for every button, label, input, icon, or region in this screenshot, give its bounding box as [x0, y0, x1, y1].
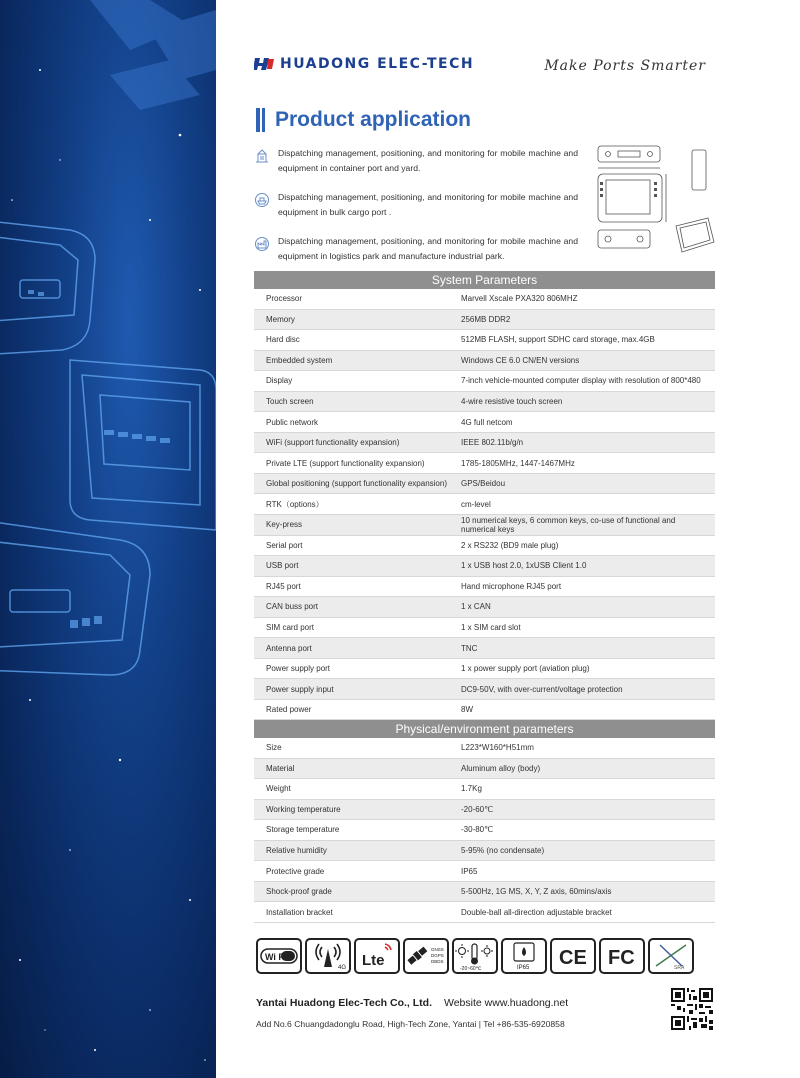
table-row: [254, 556, 715, 577]
temperature-badge: [452, 938, 498, 974]
svg-text:DBDS: DBDS: [431, 959, 444, 964]
parameter-value: 256MB DDR2: [461, 314, 511, 324]
cargo-ship-icon: [254, 192, 270, 208]
port-crane-icon: [254, 148, 270, 164]
table-row: [254, 494, 715, 515]
certification-badges: [256, 938, 697, 974]
website-link[interactable]: Website www.huadong.net: [444, 997, 569, 1009]
table-title: System Parameters: [254, 271, 715, 289]
parameter-value: Double-ball all-direction adjustable bracket: [461, 907, 612, 917]
parameter-name: Protective grade: [266, 866, 325, 876]
ce-mark-icon: [553, 941, 593, 971]
svg-text:4G: 4G: [338, 965, 347, 971]
application-list: [254, 146, 578, 278]
parameter-value: cm-level: [461, 499, 491, 509]
parameter-name: Hard disc: [266, 335, 300, 345]
list-item: [254, 190, 578, 220]
fcc-badge: [599, 938, 645, 974]
svg-text:IP65: IP65: [517, 965, 530, 971]
table-body: [254, 289, 715, 720]
table-row: [254, 700, 715, 721]
antenna-icon: [308, 941, 348, 971]
svg-text:Wi Fi: Wi Fi: [265, 952, 287, 962]
list-item: [254, 234, 578, 264]
parameter-name: Rated power: [266, 705, 312, 715]
parameter-value: TNC: [461, 643, 478, 653]
parameter-value: 1 x USB host 2.0, 1xUSB Client 1.0: [461, 561, 587, 571]
ip65-badge: [501, 938, 547, 974]
table-row: [254, 679, 715, 700]
parameter-name: Global positioning (support functionality expansion): [266, 479, 447, 489]
fcc-mark-icon: [602, 941, 642, 971]
table-row: [254, 882, 715, 903]
svg-text:DGPS: DGPS: [431, 953, 444, 958]
sra-badge: [648, 938, 694, 974]
table-row: [254, 577, 715, 598]
table-row: [254, 474, 715, 495]
qr-code-icon: [671, 988, 713, 1030]
parameter-name: Embedded system: [266, 355, 333, 365]
parameter-value: 512MB FLASH, support SDHC card storage, max.4GB: [461, 335, 655, 345]
lte-badge: [354, 938, 400, 974]
factory-icon: [254, 236, 270, 252]
parameter-name: Power supply input: [266, 684, 334, 694]
table-row: [254, 371, 715, 392]
parameter-name: Installation bracket: [266, 907, 333, 917]
parameter-value: Windows CE 6.0 CN/EN versions: [461, 355, 580, 365]
table-row: [254, 659, 715, 680]
parameter-value: -30-80℃: [461, 825, 494, 835]
device-dimension-drawing: [596, 142, 716, 258]
main-content: [216, 0, 800, 1078]
parameter-name: Key-press: [266, 520, 303, 530]
parameter-name: USB port: [266, 561, 299, 571]
svg-text:Lte: Lte: [362, 952, 385, 969]
application-text: Dispatching management, positioning, and monitoring for mobile machine and equipment in container port and yard.: [278, 148, 578, 173]
parameter-name: Processor: [266, 294, 303, 304]
system-parameters-table: [254, 271, 715, 720]
parameter-name: Size: [266, 743, 282, 753]
parameter-value: 7-inch vehicle-mounted computer display with resolution of 800*480: [461, 376, 701, 386]
parameter-name: Serial port: [266, 540, 303, 550]
parameter-name: RTK（options）: [266, 499, 324, 509]
parameter-value: 5-500Hz, 1G MS, X, Y, Z axis, 60mins/axis: [461, 887, 612, 897]
sra-mark-icon: [650, 941, 692, 971]
ip65-icon: [504, 941, 544, 971]
parameter-value: 4-wire resistive touch screen: [461, 397, 563, 406]
wifi-badge: [256, 938, 302, 974]
parameter-value: GPS/Beidou: [461, 479, 506, 489]
thermometer-icon: [454, 941, 496, 971]
parameter-name: Memory: [266, 314, 295, 324]
table-row: [254, 902, 715, 923]
svg-text:SRA: SRA: [674, 965, 685, 971]
parameter-name: Public network: [266, 417, 319, 427]
parameter-name: Material: [266, 763, 295, 773]
parameter-value: 1785-1805MHz, 1447-1467MHz: [461, 458, 575, 468]
table-row: [254, 412, 715, 433]
table-row: [254, 618, 715, 639]
parameter-value: 1.7Kg: [461, 784, 482, 794]
parameter-value: 1 x power supply port (aviation plug): [461, 664, 590, 674]
parameter-name: Antenna port: [266, 643, 312, 653]
table-row: [254, 392, 715, 413]
parameter-value: Hand microphone RJ45 port: [461, 581, 562, 591]
parameter-name: RJ45 port: [266, 581, 301, 591]
parameter-name: Shock-proof grade: [266, 887, 332, 897]
company-address: Add No.6 Chuangdadonglu Road, High-Tech Zone, Yantai | Tel +86-535-6920858: [256, 1019, 565, 1029]
parameter-name: Power supply port: [266, 664, 331, 674]
svg-text:FC: FC: [608, 947, 635, 969]
parameter-value: 2 x RS232 (BD9 male plug): [461, 540, 559, 550]
4g-badge: [305, 938, 351, 974]
decorative-side-panel: [0, 0, 216, 1078]
parameter-value: IEEE 802.11b/g/n: [461, 438, 524, 448]
table-row: [254, 536, 715, 557]
table-body: [254, 738, 715, 923]
parameter-value: 10 numerical keys, 6 common keys, co-use of functional and numerical keys: [461, 515, 676, 534]
svg-text:-20~60℃: -20~60℃: [460, 966, 482, 971]
parameter-value: 1 x CAN: [461, 602, 491, 612]
table-row: [254, 759, 715, 780]
table-row: [254, 597, 715, 618]
table-row: [254, 310, 715, 331]
table-row: [254, 289, 715, 310]
table-row: [254, 515, 715, 536]
physical-parameters-table: [254, 720, 715, 923]
ce-badge: [550, 938, 596, 974]
parameter-value: -20-60℃: [461, 804, 494, 814]
company-line: [256, 997, 568, 1009]
svg-text:CE: CE: [559, 947, 587, 969]
parameter-value: 8W: [461, 705, 473, 715]
heading-accent-bar: [256, 108, 265, 132]
application-text: Dispatching management, positioning, and monitoring for mobile machine and equipment in logistics park and manufacture industrial park.: [278, 236, 578, 261]
table-row: [254, 351, 715, 372]
parameter-value: Marvell Xscale PXA320 806MHZ: [461, 294, 578, 304]
table-title: Physical/environment parameters: [254, 720, 715, 738]
parameter-name: Display: [266, 376, 293, 386]
table-row: [254, 861, 715, 882]
parameter-name: Storage temperature: [266, 825, 340, 835]
parameter-value: 5-95% (no condensate): [461, 846, 545, 855]
parameter-value: DC9-50V, with over-current/voltage protection: [461, 684, 623, 694]
section-heading: [256, 108, 471, 132]
company-name: Yantai Huadong Elec-Tech Co., Ltd.: [256, 997, 432, 1009]
slogan: Make Ports Smarter: [544, 58, 706, 74]
brand-header: [254, 56, 474, 72]
lte-logo-icon: [357, 941, 397, 971]
satellite-icon: [405, 941, 447, 971]
table-row: [254, 841, 715, 862]
table-row: [254, 800, 715, 821]
gnss-badge: [403, 938, 449, 974]
parameter-name: Touch screen: [266, 397, 314, 406]
list-item: [254, 146, 578, 176]
parameter-name: SIM card port: [266, 623, 315, 633]
parameter-value: IP65: [461, 866, 478, 876]
parameter-name: WiFi (support functionality expansion): [266, 438, 400, 448]
table-row: [254, 638, 715, 659]
parameter-name: Private LTE (support functionality expansion): [266, 458, 425, 468]
table-row: [254, 330, 715, 351]
parameter-name: Working temperature: [266, 804, 341, 814]
parameter-name: CAN buss port: [266, 602, 319, 612]
parameter-name: Relative humidity: [266, 846, 327, 855]
parameter-value: L223*W160*H51mm: [461, 743, 534, 753]
device-outline-artwork: [0, 0, 216, 1078]
parameter-value: Aluminum alloy (body): [461, 763, 541, 773]
table-row: [254, 779, 715, 800]
table-row: [254, 453, 715, 474]
parameter-value: 1 x SIM card slot: [461, 623, 521, 633]
application-text: Dispatching management, positioning, and monitoring for mobile machine and equipment in bulk cargo port .: [278, 192, 578, 217]
table-row: [254, 738, 715, 759]
page-title: Product application: [275, 108, 472, 131]
svg-text:GNSS: GNSS: [431, 947, 444, 952]
brand-name: HUADONG ELEC-TECH: [280, 56, 475, 72]
huadong-logo-icon: [254, 56, 274, 72]
parameter-value: 4G full netcom: [461, 417, 513, 427]
parameter-name: Weight: [266, 784, 291, 794]
table-row: [254, 820, 715, 841]
wifi-logo-icon: [259, 943, 299, 969]
table-row: [254, 433, 715, 454]
